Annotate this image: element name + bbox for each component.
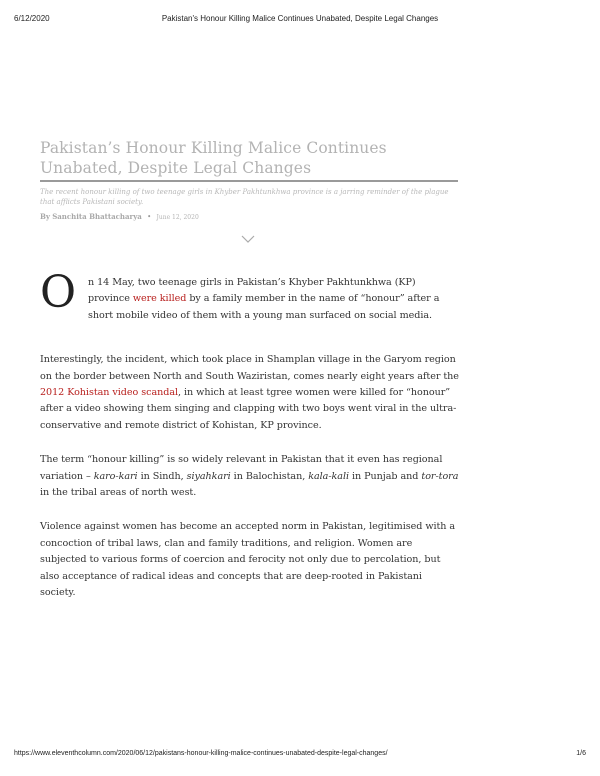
p3-siyahkari: siyahkari xyxy=(186,470,231,482)
article-body xyxy=(40,267,460,620)
p3-karo-kari: karo-kari xyxy=(93,470,138,482)
were-killed-link[interactable]: were killed xyxy=(132,293,187,305)
p3-t1: The term “honour killing” is so widely relevant in Pakistan that it even has regional variation – xyxy=(40,454,443,482)
paragraph-2 xyxy=(40,352,460,434)
byline-separator: • xyxy=(147,213,152,221)
chevron-down-icon[interactable] xyxy=(241,235,255,243)
print-title: Pakistan's Honour Killing Malice Continues Unabated, Despite Legal Changes xyxy=(161,14,439,23)
paragraph-1 xyxy=(40,267,460,324)
print-date: 6/12/2020 xyxy=(14,14,50,23)
drop-cap: O xyxy=(40,267,77,318)
print-url: https://www.eleventhcolumn.com/2020/06/12/pakistans-honour-killing-malice-continues-unabated-despite-legal-changes/ xyxy=(14,750,388,757)
p3-tor-tora: tor-tora xyxy=(421,470,459,482)
p1-text-a: n 14 May, two teenage girls in Pakistan’s Khyber Pakhtunkhwa (KP) province xyxy=(88,277,416,305)
article-date: June 12, 2020 xyxy=(156,214,199,221)
p3-t5: in the tribal areas of north west. xyxy=(40,487,197,499)
p3-t3: in Balochistan, xyxy=(230,470,309,482)
paragraph-4: Violence against women has become an accepted norm in Pakistan, legitimised with a concoction of tribal laws, clan and family traditions, and religion. Women are subjected to various forms of coercion and ferocity not only due to percolation, but also acceptance of radical ideas and concepts that are deep-rooted in Pakistani society. xyxy=(40,521,456,599)
print-footer xyxy=(14,750,586,764)
paragraph-3 xyxy=(40,452,460,501)
p2-text-b: , in which at least tgree women were killed for “honour” after a video showing them singing and clapping with two boys went viral in the ultra-conservative and remote district of Kohistan, KP province. xyxy=(40,387,457,431)
kohistan-scandal-link[interactable]: 2012 Kohistan video scandal xyxy=(40,387,179,399)
byline-prefix: By xyxy=(40,212,50,221)
p3-kala-kali: kala-kali xyxy=(308,470,349,482)
headline-divider xyxy=(40,180,458,182)
article-dek: The recent honour killing of two teenage girls in Khyber Pakhtunkhwa province is a jarring reminder of the plague that afflicts Pakistani society. xyxy=(40,188,449,206)
page-number: 1/6 xyxy=(576,750,586,757)
article-header xyxy=(40,138,458,221)
p3-t4: in Punjab and xyxy=(349,470,422,482)
article-headline: Pakistan’s Honour Killing Malice Continues Unabated, Despite Legal Changes xyxy=(40,139,387,177)
byline xyxy=(40,212,458,221)
p3-t2: in Sindh, xyxy=(137,470,187,482)
author-link[interactable]: Sanchita Bhattacharya xyxy=(52,212,142,221)
p1-text-b: by a family member in the name of “honour” after a short mobile video of them with a young man surfaced on social media. xyxy=(88,293,440,321)
print-header xyxy=(14,14,586,28)
p2-text-a: Interestingly, the incident, which took place in Shamplan village in the Garyom region on the border between North and South Waziristan, comes nearly eight years after the xyxy=(40,354,459,382)
